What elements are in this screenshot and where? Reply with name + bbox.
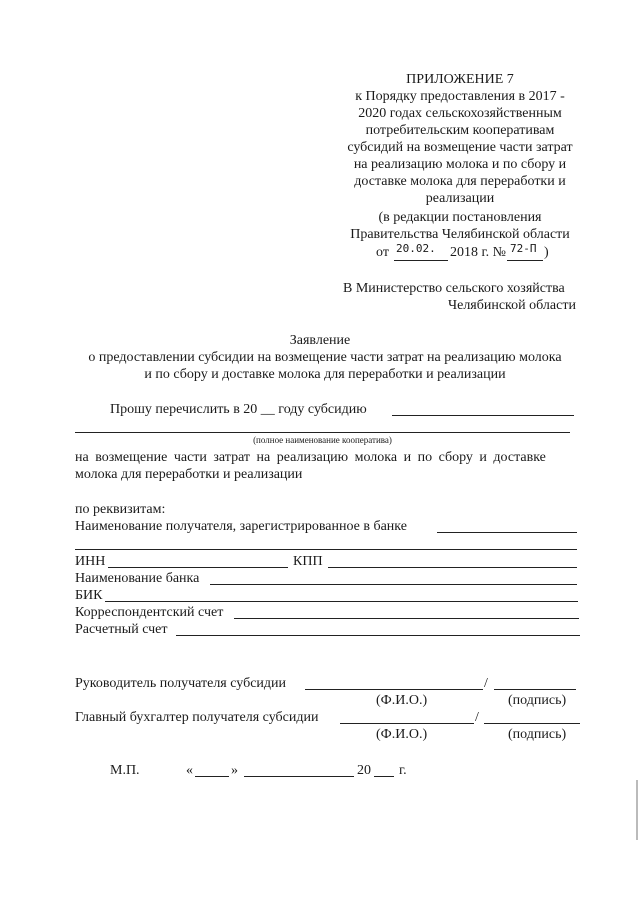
date-year: 2018 г. №	[450, 245, 507, 260]
cooperative-name-field[interactable]	[75, 432, 570, 433]
request-text: Прошу перечислить в 20 __ году субсидию	[110, 402, 367, 417]
inn-label: ИНН	[75, 554, 106, 569]
corr-account-field[interactable]	[234, 618, 579, 619]
date-prefix: от	[376, 245, 389, 260]
head-sign-caption: (подпись)	[508, 693, 567, 708]
date-handwritten: 20.02.	[396, 242, 436, 255]
head-slash: /	[484, 676, 488, 691]
appendix-title: ПРИЛОЖЕНИЕ 7	[406, 72, 514, 87]
account-field[interactable]	[176, 635, 580, 636]
inn-field[interactable]	[108, 567, 288, 568]
head-fio-caption: (Ф.И.О.)	[376, 693, 428, 708]
appendix-line: потребительским кооперативам	[365, 123, 555, 138]
kpp-label: КПП	[293, 554, 323, 569]
stamp-place: М.П.	[110, 763, 140, 778]
head-fio-field[interactable]	[305, 689, 483, 690]
month-field[interactable]	[244, 776, 354, 777]
recipient-field-continued[interactable]	[75, 549, 577, 550]
purpose-line2: молока для переработки и реализации	[75, 467, 303, 482]
accountant-fio-caption: (Ф.И.О.)	[376, 727, 428, 742]
requisites-intro: по реквизитам:	[75, 502, 166, 517]
appendix-line: субсидий на возмещение части затрат	[347, 140, 573, 155]
bank-field[interactable]	[210, 584, 577, 585]
scan-edge-mark	[636, 780, 638, 840]
close-quote: »	[231, 763, 238, 778]
accountant-fio-field[interactable]	[340, 723, 474, 724]
corr-account-label: Корреспондентский счет	[75, 605, 224, 620]
date-suffix: )	[544, 245, 549, 260]
day-field[interactable]	[195, 776, 229, 777]
recipient-label: Наименование получателя, зарегистрированное в банке	[75, 519, 407, 534]
addressee-line2: Челябинской области	[448, 298, 576, 313]
kpp-field[interactable]	[328, 567, 577, 568]
head-sign-field[interactable]	[494, 689, 576, 690]
bik-label: БИК	[75, 588, 103, 603]
accountant-slash: /	[475, 710, 479, 725]
open-quote: «	[186, 763, 193, 778]
recipient-field[interactable]	[437, 532, 577, 533]
year-suffix: г.	[399, 763, 407, 778]
year-field[interactable]	[374, 776, 394, 777]
appendix-line: на реализацию молока и по сбору и	[353, 157, 567, 172]
bik-field[interactable]	[105, 601, 578, 602]
number-handwritten: 72-П	[510, 242, 537, 255]
accountant-sign-field[interactable]	[484, 723, 580, 724]
appendix-line: к Порядку предоставления в 2017 -	[355, 89, 565, 104]
document-subject-line2: и по сбору и доставке молока для переработки и реализации	[144, 367, 506, 382]
head-label: Руководитель получателя субсидии	[75, 676, 287, 691]
appendix-line: доставке молока для переработки и	[354, 174, 566, 189]
year-prefix: 20	[357, 763, 371, 778]
accountant-sign-caption: (подпись)	[508, 727, 567, 742]
subsidy-field[interactable]	[392, 415, 574, 416]
appendix-line: реализации	[425, 191, 495, 206]
document-heading: Заявление	[289, 333, 351, 348]
accountant-label: Главный бухгалтер получателя субсидии	[75, 710, 319, 725]
appendix-line: (в редакции постановления	[378, 210, 542, 225]
appendix-line: Правительства Челябинской области	[350, 227, 570, 242]
bank-label: Наименование банка	[75, 571, 200, 586]
appendix-line: 2020 годах сельскохозяйственным	[358, 106, 562, 121]
account-label: Расчетный счет	[75, 622, 168, 637]
addressee-line1: В Министерство сельского хозяйства	[343, 281, 565, 296]
cooperative-caption: (полное наименование кооператива)	[253, 435, 392, 445]
purpose-line1: на возмещение части затрат на реализацию молока и по сбору и доставке	[75, 450, 546, 465]
document-subject-line1: о предоставлении субсидии на возмещение части затрат на реализацию молока	[88, 350, 562, 365]
